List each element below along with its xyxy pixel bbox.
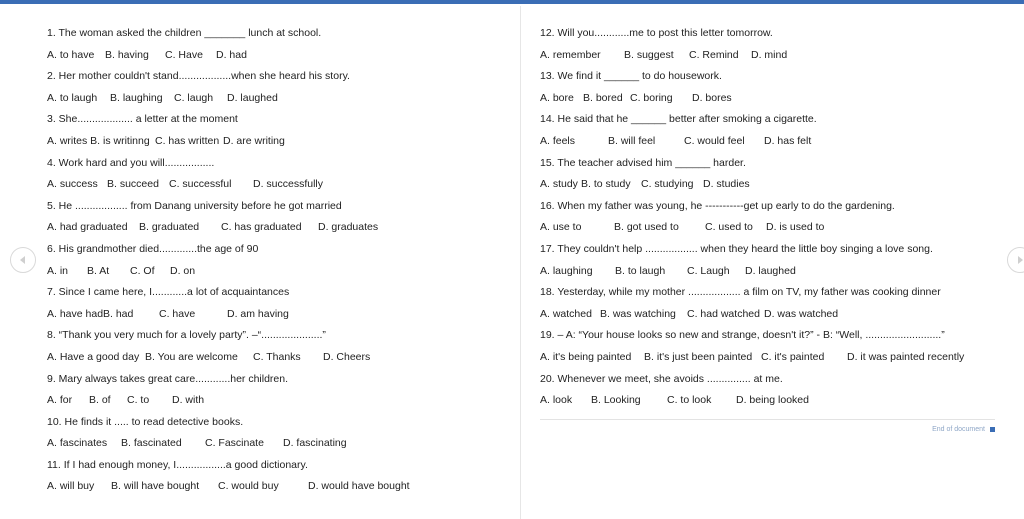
question-text: 9. Mary always takes great care............her children. bbox=[47, 372, 289, 385]
answer-option: A. Have a good day bbox=[47, 350, 140, 363]
answer-option: D. graduates bbox=[318, 221, 379, 234]
next-page-button[interactable] bbox=[1007, 247, 1024, 273]
answer-option: A. look bbox=[540, 394, 573, 407]
answer-options bbox=[540, 304, 995, 326]
question-text: 14. He said that he ______ better after smoking a cigarette. bbox=[540, 113, 817, 126]
answer-option: A. study bbox=[540, 178, 578, 191]
question-text: 16. When my father was young, he -----------get up early to do the gardening. bbox=[540, 199, 895, 212]
left-column bbox=[47, 23, 512, 498]
answer-option: D. studies bbox=[703, 178, 750, 191]
answer-options bbox=[47, 261, 512, 283]
answer-options bbox=[47, 390, 512, 412]
end-of-document bbox=[540, 419, 995, 433]
answer-option: B. fascinated bbox=[121, 437, 182, 450]
answer-option: B. it's just been painted bbox=[644, 350, 753, 363]
answer-options bbox=[540, 88, 995, 110]
answer-option: C. laugh bbox=[174, 91, 214, 104]
answer-option: D. laughed bbox=[745, 264, 796, 277]
answer-options bbox=[47, 174, 512, 196]
end-of-document-label: End of document bbox=[932, 426, 985, 433]
answer-option: B. Looking bbox=[591, 394, 641, 407]
top-accent-bar bbox=[0, 0, 1024, 4]
answer-options bbox=[540, 45, 995, 67]
answer-option: D. Cheers bbox=[323, 350, 371, 363]
answer-option: D. mind bbox=[751, 48, 788, 61]
question-text: 17. They couldn't help .................. when they heard the little boy singing a love song. bbox=[540, 242, 933, 255]
answer-option: D. are writing bbox=[223, 134, 285, 147]
answer-option: A. to have bbox=[47, 48, 95, 61]
answer-option: D. being looked bbox=[736, 394, 809, 407]
answer-option: C. Fascinate bbox=[205, 437, 264, 450]
answer-option: C. have bbox=[159, 307, 196, 320]
answer-option: C. Have bbox=[165, 48, 203, 61]
answer-option: B. suggest bbox=[624, 48, 674, 61]
answer-option: A. fascinates bbox=[47, 437, 108, 450]
answer-option: A. watched bbox=[540, 307, 592, 320]
answer-option: B. was watching bbox=[600, 307, 676, 320]
question-text: 3. She................... a letter at the moment bbox=[47, 113, 238, 126]
answer-option: C. has graduated bbox=[221, 221, 302, 234]
answer-option: C. boring bbox=[630, 91, 673, 104]
question-text: 1. The woman asked the children _______ lunch at school. bbox=[47, 27, 322, 39]
answer-option: C. Thanks bbox=[253, 350, 301, 363]
answer-option: C. to look bbox=[667, 394, 712, 407]
answer-options bbox=[47, 131, 512, 153]
question-text: 10. He finds it ..... to read detective books. bbox=[47, 415, 244, 428]
end-marker-icon bbox=[990, 427, 995, 432]
question-text: 7. Since I came here, I............a lot of acquaintances bbox=[47, 286, 290, 299]
answer-option: A. had graduated bbox=[47, 221, 128, 234]
answer-option: C. would feel bbox=[684, 134, 745, 147]
answer-options bbox=[47, 88, 512, 110]
answer-options bbox=[540, 217, 995, 239]
right-column bbox=[540, 23, 995, 412]
answer-option: B. to study bbox=[581, 178, 631, 191]
question-text: 6. His grandmother died.............the age of 90 bbox=[47, 242, 259, 255]
answer-option: C. to bbox=[127, 394, 150, 407]
question-text: 4. Work hard and you will................. bbox=[47, 156, 215, 169]
answer-option: C. has written bbox=[155, 134, 220, 147]
question-text: 18. Yesterday, while my mother .................. a film on TV, my father was cooking dinner bbox=[540, 286, 941, 299]
answer-option: B. to laugh bbox=[615, 264, 666, 277]
question-text: 13. We find it ______ to do housework. bbox=[540, 70, 722, 83]
answer-options bbox=[540, 174, 995, 196]
answer-option: C. Remind bbox=[689, 48, 739, 61]
answer-option: B. will feel bbox=[608, 134, 656, 147]
answer-option: B. graduated bbox=[139, 221, 200, 234]
answer-option: B. of bbox=[89, 394, 111, 407]
answer-option: A. feels bbox=[540, 134, 576, 147]
answer-option: D. laughed bbox=[227, 91, 278, 104]
previous-page-button[interactable] bbox=[10, 247, 36, 273]
answer-option: C. used to bbox=[705, 221, 753, 234]
chevron-left-icon bbox=[18, 255, 28, 265]
answer-options bbox=[540, 347, 995, 369]
answer-options bbox=[540, 390, 995, 412]
answer-option: D. fascinating bbox=[283, 437, 347, 450]
answer-option: D. it was painted recently bbox=[847, 350, 965, 363]
page-divider bbox=[520, 6, 521, 519]
answer-option: A. it's being painted bbox=[540, 350, 632, 363]
answer-option: B. having bbox=[105, 48, 149, 61]
question-text: 11. If I had enough money, I.................a good dictionary. bbox=[47, 458, 308, 471]
answer-option: A. success bbox=[47, 178, 98, 191]
answer-option: A. laughing bbox=[540, 264, 593, 277]
answer-option: B. You are welcome bbox=[145, 350, 238, 363]
answer-option: B. bored bbox=[583, 91, 623, 104]
answer-option: B. laughing bbox=[110, 91, 163, 104]
answer-option: C. had watched bbox=[687, 307, 760, 320]
question-text: 8. “Thank you very much for a lovely party”. –“.....................” bbox=[47, 329, 326, 342]
question-text: 2. Her mother couldn't stand..................when she heard his story. bbox=[47, 70, 350, 83]
question-text: 12. Will you............me to post this letter tomorrow. bbox=[540, 27, 773, 39]
answer-option: C. Of bbox=[130, 264, 155, 277]
answer-option: A. bore bbox=[540, 91, 574, 104]
answer-option: D. on bbox=[170, 264, 196, 277]
answer-option: A. to laugh bbox=[47, 91, 98, 104]
question-text: 5. He .................. from Danang university before he got married bbox=[47, 199, 342, 212]
answer-option: C. successful bbox=[169, 178, 232, 191]
answer-option: C. would buy bbox=[218, 480, 279, 493]
question-text: 15. The teacher advised him ______ harder. bbox=[540, 156, 746, 169]
answer-option: C. studying bbox=[641, 178, 694, 191]
answer-options bbox=[47, 347, 512, 369]
answer-options bbox=[540, 131, 995, 153]
answer-option: D. is used to bbox=[766, 221, 825, 234]
answer-option: D. am having bbox=[227, 307, 289, 320]
answer-options bbox=[540, 261, 995, 283]
answer-option: D. with bbox=[172, 394, 205, 407]
answer-options bbox=[47, 476, 512, 498]
answer-option: D. had bbox=[216, 48, 247, 61]
chevron-right-icon bbox=[1015, 255, 1024, 265]
answer-options bbox=[47, 217, 512, 239]
answer-options bbox=[47, 433, 512, 455]
answer-option: D. was watched bbox=[764, 307, 839, 320]
answer-option: A. for bbox=[47, 394, 73, 407]
answer-option: B. At bbox=[87, 264, 110, 277]
answer-option: C. Laugh bbox=[687, 264, 730, 277]
answer-option: A. writes B. is writinng bbox=[47, 134, 150, 147]
answer-option: D. bores bbox=[692, 91, 732, 104]
question-text: 20. Whenever we meet, she avoids ............... at me. bbox=[540, 372, 783, 385]
answer-options bbox=[47, 304, 512, 326]
question-text: 19. – A: “Your house looks so new and strange, doesn't it?” - B: “Well, ..........................” bbox=[540, 329, 945, 342]
answer-option: D. has felt bbox=[764, 134, 812, 147]
answer-option: C. it's painted bbox=[761, 350, 825, 363]
answer-option: B. succeed bbox=[107, 178, 159, 191]
answer-option: A. use to bbox=[540, 221, 582, 234]
answer-options bbox=[47, 45, 512, 67]
answer-option: A. in bbox=[47, 264, 69, 277]
answer-option: A. have had bbox=[47, 307, 104, 320]
answer-option: D. would have bought bbox=[308, 480, 410, 493]
answer-option: A. remember bbox=[540, 48, 601, 61]
answer-option: D. successfully bbox=[253, 178, 324, 191]
answer-option: B. had bbox=[103, 307, 134, 320]
answer-option: B. will have bought bbox=[111, 480, 200, 493]
answer-option: A. will buy bbox=[47, 480, 95, 493]
answer-option: B. got used to bbox=[614, 221, 679, 234]
